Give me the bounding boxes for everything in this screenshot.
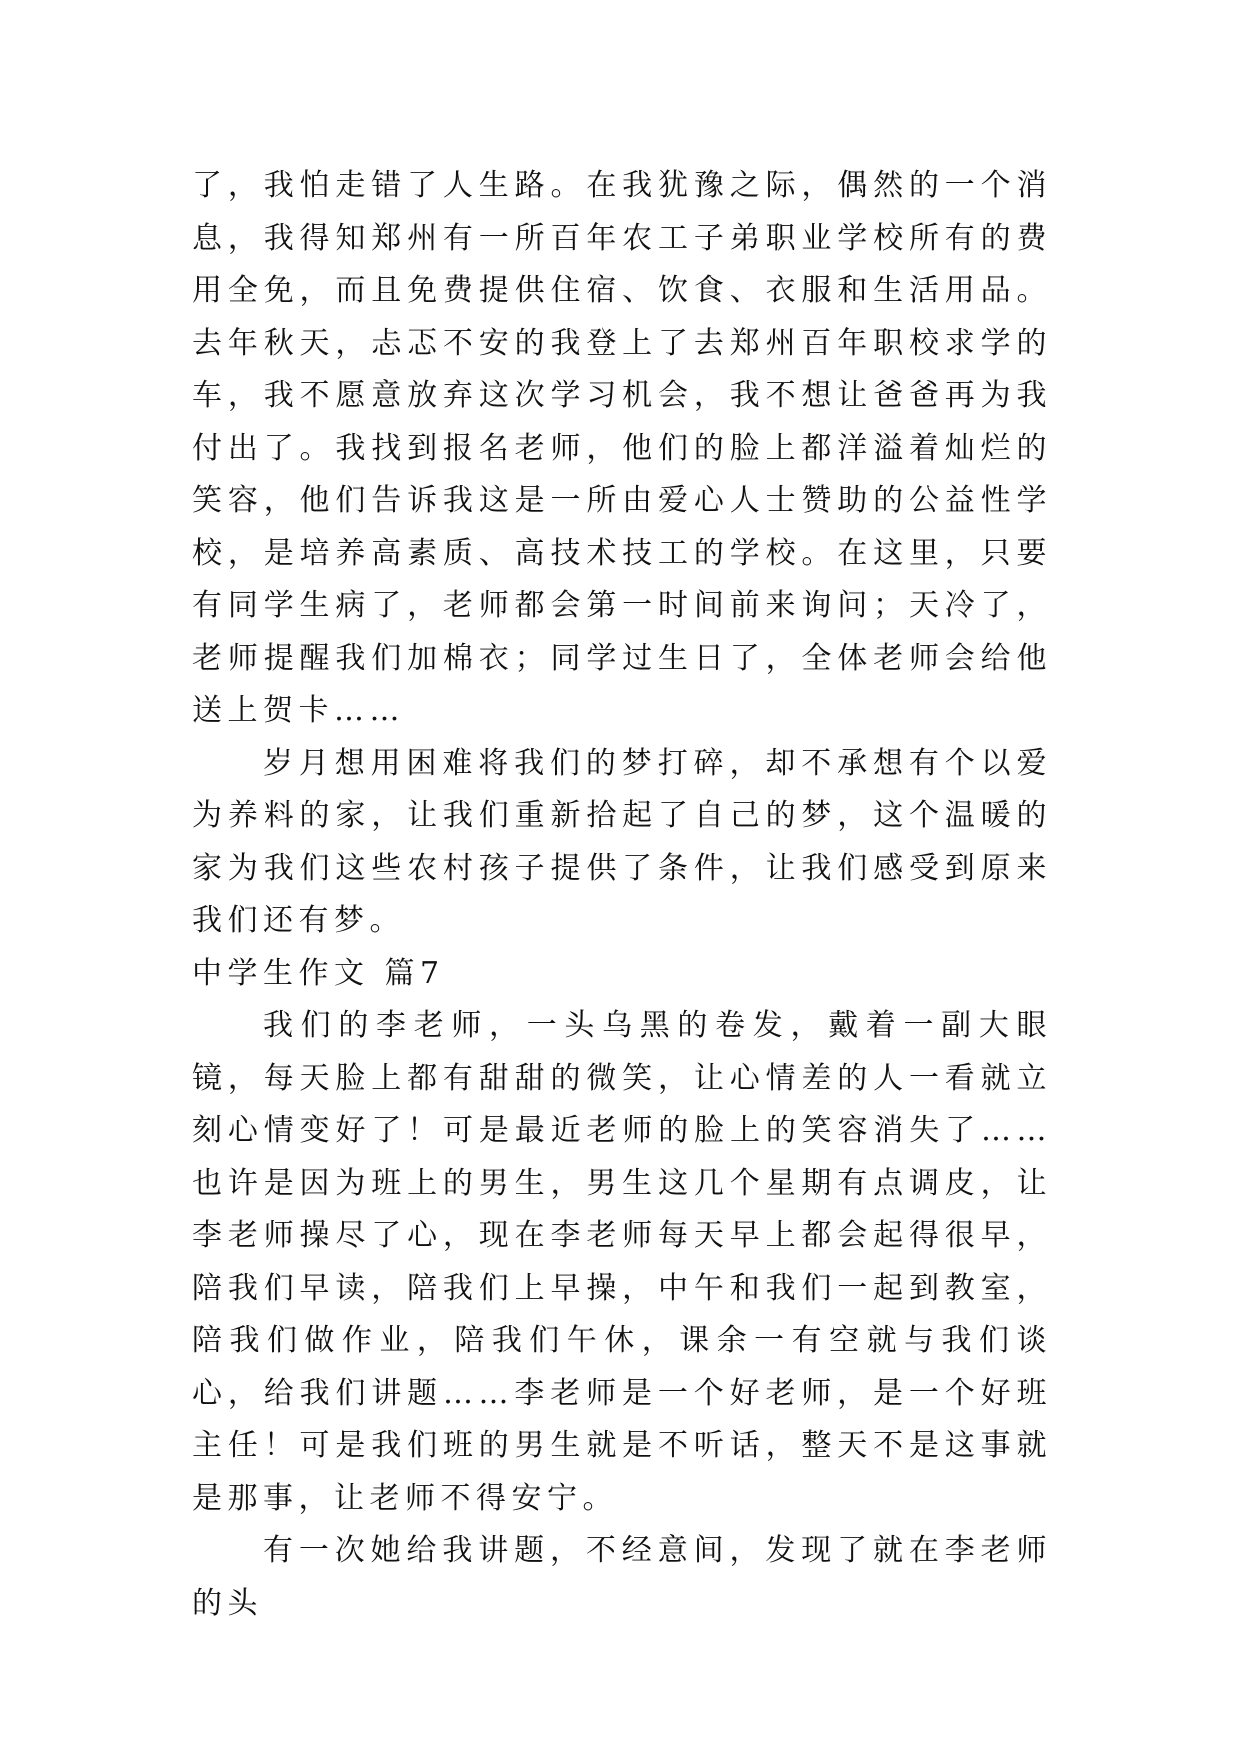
document-body: [192, 160, 1052, 1630]
essay-heading: 中学生作文 篇7: [192, 955, 445, 991]
paragraph-2: 岁月想用困难将我们的梦打碎，却不承想有个以爱为养料的家，让我们重新拾起了自己的梦，这个温暖的家为我们这些农村孩子提供了条件，让我们感受到原来我们还有梦。: [192, 745, 1052, 938]
paragraph-1: 了，我怕走错了人生路。在我犹豫之际，偶然的一个消息，我得知郑州有一所百年农工子弟职业学校所有的费用全免，而且免费提供住宿、饮食、衣服和生活用品。去年秋天，忐忑不安的我登上了去郑州百年职校求学的车，我不愿意放弃这次学习机会，我不想让爸爸再为我付出了。我找到报名老师，他们的脸上都洋溢着灿烂的笑容，他们告诉我这是一所由爱心人士赞助的公益性学校，是培养高素质、高技术技工的学校。在这里，只要有同学生病了，老师都会第一时间前来询问；天冷了，老师提醒我们加棉衣；同学过生日了，全体老师会给他送上贺卡……: [192, 168, 1052, 728]
paragraph-3: 我们的李老师，一头乌黑的卷发，戴着一副大眼镜，每天脸上都有甜甜的微笑，让心情差的人一看就立刻心情变好了！可是最近老师的脸上的笑容消失了……也许是因为班上的男生，男生这几个星期有点调皮，让李老师操尽了心，现在李老师每天早上都会起得很早，陪我们早读，陪我们上早操，中午和我们一起到教室，陪我们做作业，陪我们午休，课余一有空就与我们谈心，给我们讲题……李老师是一个好老师，是一个好班主任！可是我们班的男生就是不听话，整天不是这事就是那事，让老师不得安宁。: [192, 1008, 1052, 1516]
paragraph-4: 有一次她给我讲题，不经意间，发现了就在李老师的头: [192, 1533, 1052, 1621]
